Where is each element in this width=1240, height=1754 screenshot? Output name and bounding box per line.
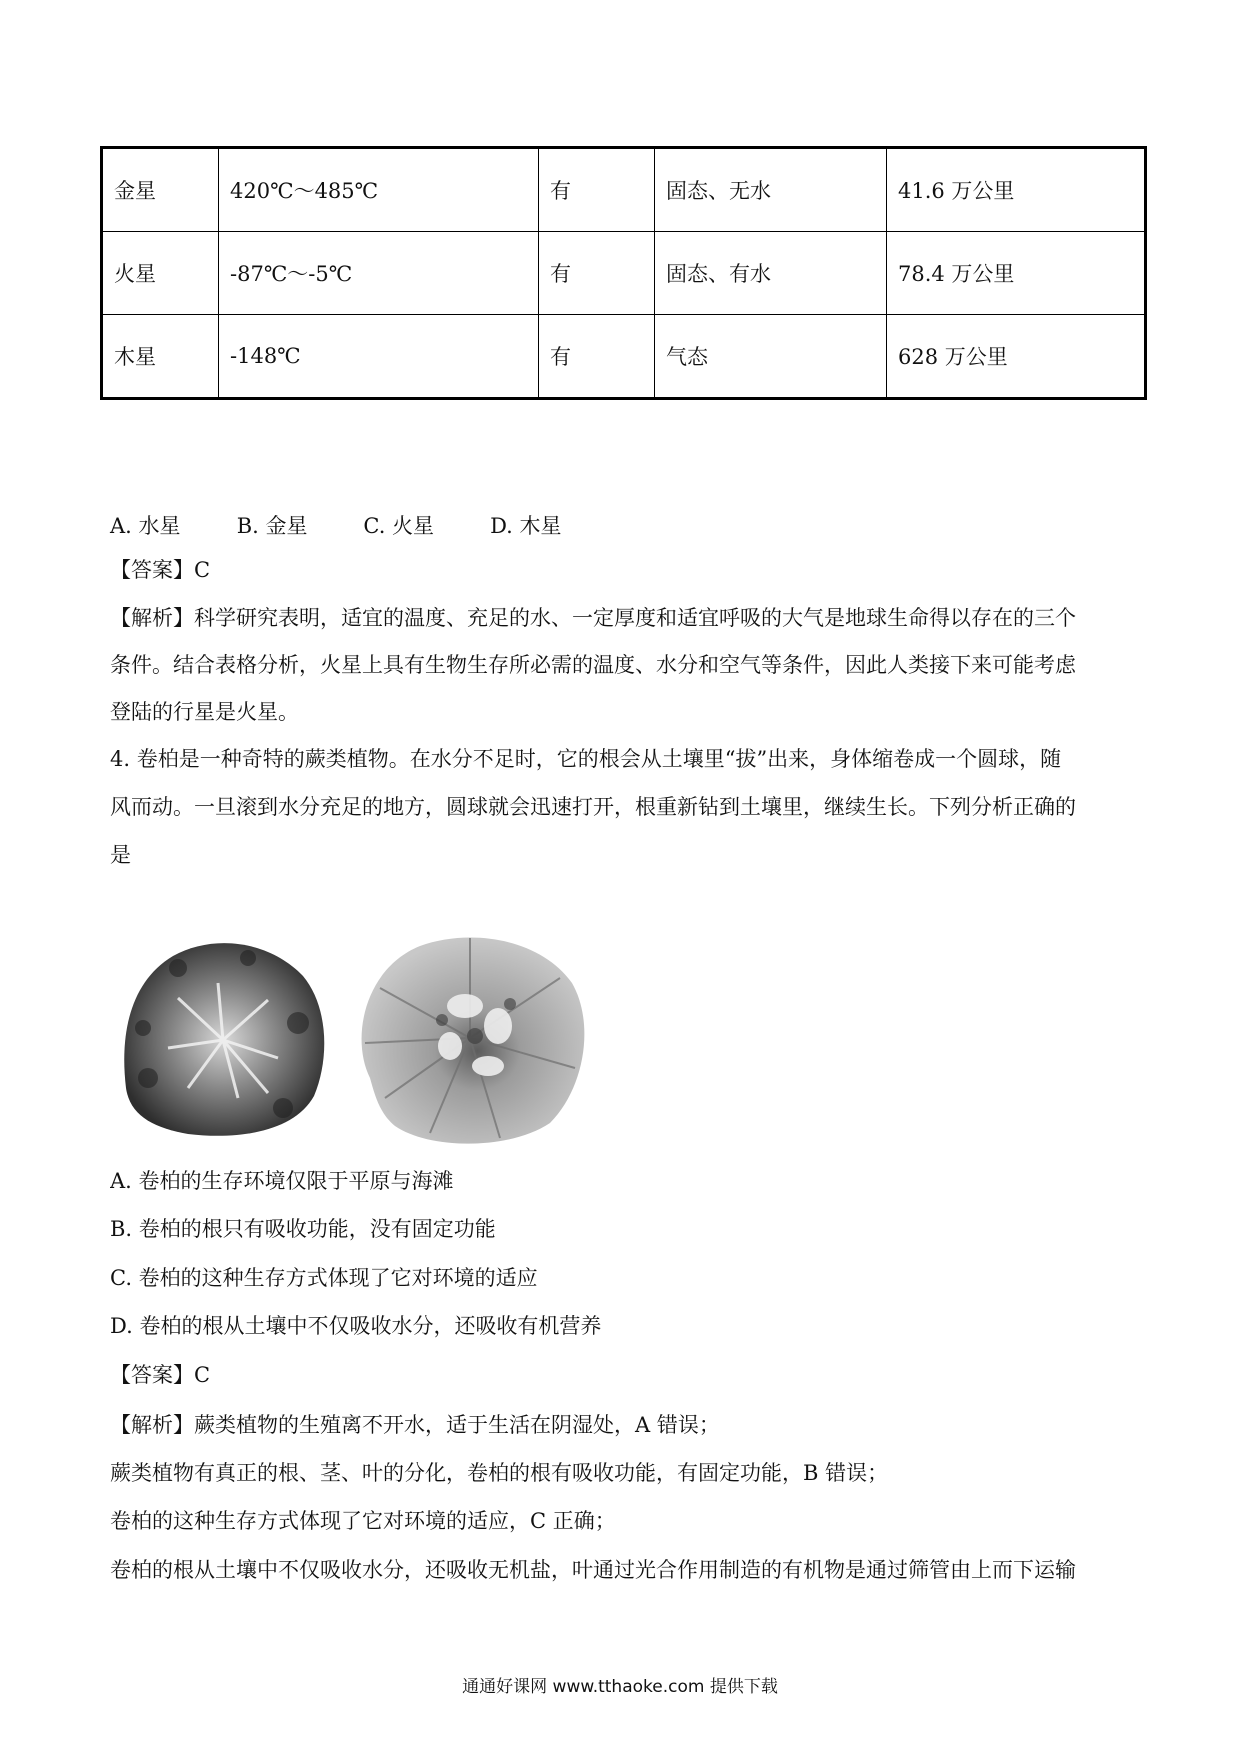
q3-analysis-line: 【解析】科学研究表明，适宜的温度、充足的水、一定厚度和适宜呼吸的大气是地球生命得以存在的三个 <box>110 606 1076 630</box>
surface-cell: 固态、有水 <box>655 232 887 315</box>
distance-cell: 41.6 万公里 <box>887 148 1146 232</box>
surface-cell: 固态、无水 <box>655 148 887 232</box>
opened-selaginella-image <box>350 928 590 1148</box>
q3-option-b: B. 金星 <box>236 514 308 538</box>
curled-selaginella-image <box>118 928 330 1140</box>
distance-cell: 78.4 万公里 <box>887 232 1146 315</box>
temperature-cell: -148℃ <box>219 315 539 399</box>
q4-analysis-line: 卷柏的根从土壤中不仅吸收水分，还吸收无机盐，叶通过光合作用制造的有机物是通过筛管由上而下运输 <box>110 1558 1076 1582</box>
temperature-cell: -87℃～-5℃ <box>219 232 539 315</box>
table-row <box>102 315 1146 399</box>
distance-cell: 628 万公里 <box>887 315 1146 399</box>
atmosphere-cell: 有 <box>539 315 655 399</box>
q4-analysis-line: 蕨类植物有真正的根、茎、叶的分化，卷柏的根有吸收功能，有固定功能，B 错误； <box>110 1461 889 1485</box>
q4-stem-line: 是 <box>110 843 131 867</box>
q4-analysis-line: 卷柏的这种生存方式体现了它对环境的适应，C 正确； <box>110 1509 616 1533</box>
planet-name: 火星 <box>102 232 219 315</box>
planet-name: 金星 <box>102 148 219 232</box>
q4-answer: 【答案】C <box>110 1363 211 1387</box>
planet-table <box>100 146 1147 400</box>
planet-name: 木星 <box>102 315 219 399</box>
q4-analysis-line: 【解析】蕨类植物的生殖离不开水，适于生活在阴湿处，A 错误； <box>110 1413 720 1437</box>
temperature-cell: 420℃～485℃ <box>219 148 539 232</box>
q3-analysis-line: 登陆的行星是火星。 <box>110 700 299 724</box>
table-row <box>102 148 1146 232</box>
q3-answer: 【答案】C <box>110 558 211 582</box>
q3-options <box>110 510 562 540</box>
q4-option-d: D. 卷柏的根从土壤中不仅吸收水分，还吸收有机营养 <box>110 1314 602 1338</box>
q4-stem-line: 风而动。一旦滚到水分充足的地方，圆球就会迅速打开，根重新钻到土壤里，继续生长。下列分析正确的 <box>110 795 1076 819</box>
q4-option-b: B. 卷柏的根只有吸收功能，没有固定功能 <box>110 1217 496 1241</box>
q4-stem-line: 4. 卷柏是一种奇特的蕨类植物。在水分不足时，它的根会从土壤里“拔”出来，身体缩卷成一个圆球，随 <box>110 747 1062 771</box>
q3-option-c: C. 火星 <box>363 514 435 538</box>
q3-analysis-line: 条件。结合表格分析，火星上具有生物生存所必需的温度、水分和空气等条件，因此人类接下来可能考虑 <box>110 653 1076 677</box>
surface-cell: 气态 <box>655 315 887 399</box>
table-row <box>102 232 1146 315</box>
q4-option-c: C. 卷柏的这种生存方式体现了它对环境的适应 <box>110 1266 538 1290</box>
atmosphere-cell: 有 <box>539 148 655 232</box>
q3-option-a: A. 水星 <box>110 514 181 538</box>
q4-option-a: A. 卷柏的生存环境仅限于平原与海滩 <box>110 1169 454 1193</box>
q3-option-d: D. 木星 <box>490 514 562 538</box>
atmosphere-cell: 有 <box>539 232 655 315</box>
page-footer: 通通好课网 www.tthaoke.com 提供下载 <box>462 1677 778 1697</box>
